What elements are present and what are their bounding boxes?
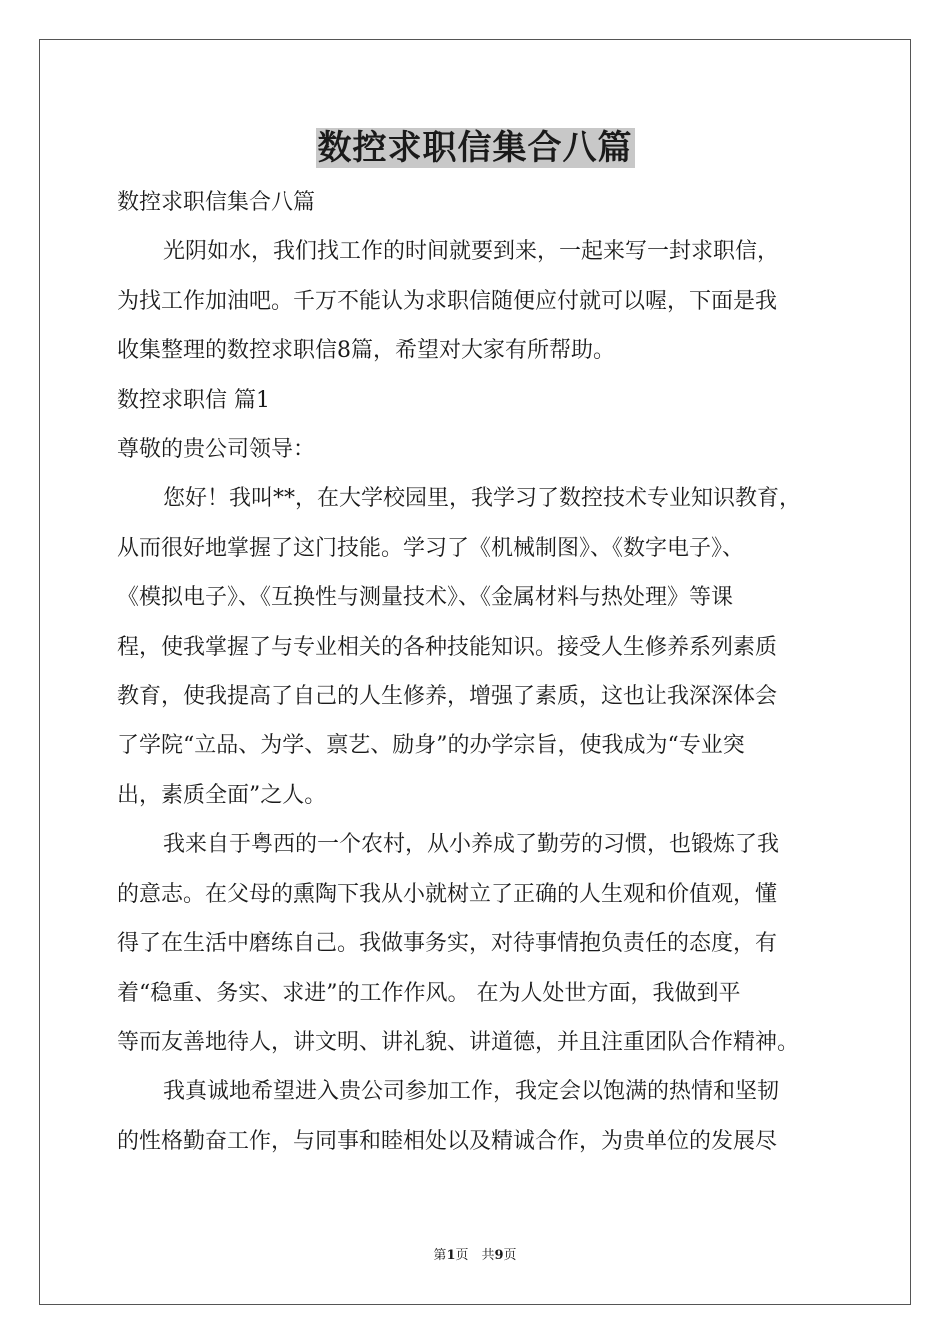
paragraph-line: 收集整理的数控求职信8篇，希望对大家有所帮助。 [117, 338, 615, 364]
salutation: 尊敬的贵公司领导： [117, 437, 316, 463]
paragraph-line: 我真诚地希望进入贵公司参加工作，我定会以饱满的热情和坚韧 [163, 1079, 780, 1105]
document-title: 数控求职信集合八篇 [317, 128, 633, 168]
paragraph-line: 出，素质全面”之人。 [117, 782, 327, 808]
footer-prefix: 第 [433, 1248, 447, 1263]
paragraph-line: 为找工作加油吧。千万不能认为求职信随便应付就可以喔，下面是我 [117, 288, 778, 314]
paragraph-line: 您好！我叫**，在大学校园里，我学习了数控技术专业知识教育， [163, 486, 802, 512]
document-body [117, 178, 847, 1166]
total-page-number: 9 [494, 1248, 504, 1263]
paragraph-line: 光阴如水，我们找工作的时间就要到来，一起来写一封求职信， [163, 239, 780, 265]
paragraph-line: 从而很好地掌握了这门技能。学习了《机械制图》、《数字电子》、 [117, 535, 745, 561]
current-page-number: 1 [446, 1248, 456, 1263]
page-footer [0, 1248, 950, 1264]
paragraph-line: 程，使我掌握了与专业相关的各种技能知识。接受人生修养系列素质 [117, 634, 778, 660]
paragraph-line: 我来自于粤西的一个农村，从小养成了勤劳的习惯，也锻炼了我 [163, 832, 780, 858]
footer-suffix: 页 [503, 1248, 517, 1263]
subtitle-line: 数控求职信集合八篇 [117, 190, 316, 215]
footer-mid: 页 共 [455, 1248, 495, 1263]
section-heading: 数控求职信 篇1 [117, 387, 270, 413]
paragraph-line: 着“稳重、务实、求进”的工作作风。 在为人处世方面，我做到平 [117, 980, 741, 1006]
paragraph-line: 《模拟电子》、《互换性与测量技术》、《金属材料与热处理》等课 [117, 585, 734, 611]
paragraph-line: 了学院“立品、为学、禀艺、励身”的办学宗旨，使我成为“专业突 [117, 733, 745, 759]
title-container [0, 128, 950, 168]
paragraph-line: 等而友善地待人，讲文明、讲礼貌、讲道德，并且注重团队合作精神。 [117, 1029, 800, 1055]
paragraph-line: 得了在生活中磨练自己。我做事务实，对待事情抱负责任的态度，有 [117, 931, 778, 957]
paragraph-line: 教育，使我提高了自己的人生修养，增强了素质，这也让我深深体会 [117, 684, 778, 710]
paragraph-line: 的性格勤奋工作，与同事和睦相处以及精诚合作，为贵单位的发展尽 [117, 1128, 778, 1154]
paragraph-line: 的意志。在父母的熏陶下我从小就树立了正确的人生观和价值观，懂 [117, 881, 778, 907]
